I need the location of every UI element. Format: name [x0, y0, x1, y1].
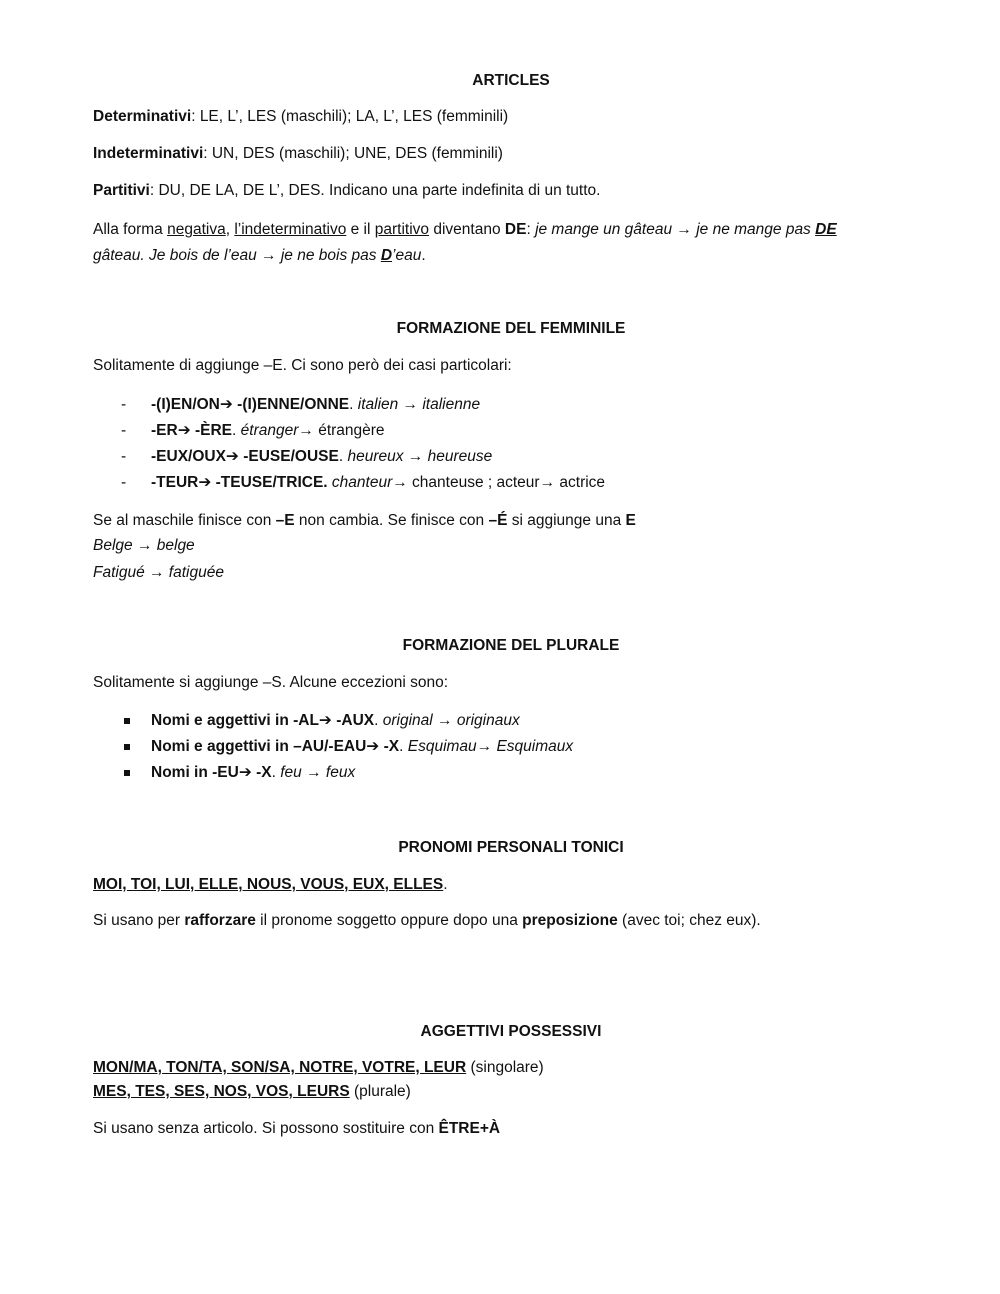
text-run: → étrangère — [298, 422, 385, 439]
text-run: (singolare) — [466, 1059, 544, 1076]
italic-run: heureux → heureuse — [347, 448, 493, 465]
list-item — [93, 447, 893, 467]
text-run: si aggiunge una — [507, 512, 626, 529]
bold-run: Nomi e aggettivi in –AU/-EAU➔ -X — [151, 738, 400, 755]
underlined-run: negativa — [167, 221, 226, 238]
text-run: (avec toi; chez eux). — [617, 912, 761, 929]
italic-run: Fatigué → fatiguée — [93, 564, 224, 581]
text-run: non cambia. Se finisce con — [294, 512, 489, 529]
text-run: . — [232, 422, 241, 439]
bold-run: Nomi e aggettivi in -AL➔ -AUX — [151, 712, 375, 729]
possessive-usage — [93, 1119, 500, 1139]
dash-bullet: - — [121, 396, 127, 413]
bold-run: -ER➔ -ÈRE — [151, 422, 233, 439]
partitivi-label: Partitivi — [93, 182, 150, 199]
bold-run: Nomi in -EU➔ -X — [151, 764, 272, 781]
italic-run: feu → feux — [280, 764, 356, 781]
underlined-run: l’indeterminativo — [234, 221, 347, 238]
text-run: Si usano senza articolo. Si possono sostituire con — [93, 1120, 439, 1137]
italic-run: original → originaux — [382, 712, 520, 729]
section-title-possessive: AGGETTIVI POSSESSIVI — [420, 1023, 602, 1040]
square-bullet-icon — [124, 718, 130, 724]
text-run: , — [225, 221, 235, 238]
plural-intro: Solitamente si aggiunge –S. Alcune eccezioni sono: — [93, 674, 449, 691]
bold-run: -TEUR➔ -TEUSE/TRICE. — [151, 474, 328, 491]
partitivi-text: : DU, DE LA, DE L’, DES. Indicano una parte indefinita di un tutto. — [149, 182, 601, 199]
partitivi-line — [93, 181, 600, 201]
underlined-run: partitivo — [374, 221, 430, 238]
italic-run: chanteur — [331, 474, 393, 491]
section-title-feminine: FORMAZIONE DEL FEMMINILE — [396, 320, 626, 337]
square-bullet-icon — [124, 770, 130, 776]
list-item — [93, 763, 893, 783]
text-run: : — [526, 221, 536, 238]
possessive-singular — [93, 1058, 544, 1078]
italic-run: Esquimau→ Esquimaux — [407, 738, 574, 755]
dash-bullet: - — [121, 448, 127, 465]
text-run: . — [271, 764, 281, 781]
text-run: il pronome soggetto oppure dopo una — [255, 912, 523, 929]
section-title-articles: ARTICLES — [472, 72, 550, 89]
bold-underlined-run: MOI, TOI, LUI, ELLE, NOUS, VOUS, EUX, ELLES — [93, 876, 444, 893]
determinativi-label: Determinativi — [93, 108, 192, 125]
dash-bullet: - — [121, 474, 127, 491]
section-title-tonic-pronouns: PRONOMI PERSONALI TONICI — [398, 839, 624, 856]
text-run: . — [443, 876, 448, 893]
possessive-plural — [93, 1082, 411, 1102]
determinativi-text: : LE, L’, LES (maschili); LA, L’, LES (femminili) — [191, 108, 509, 125]
bold-run: -EUX/OUX➔ -EUSE/OUSE — [151, 448, 339, 465]
feminine-intro: Solitamente di aggiunge –E. Ci sono però dei casi particolari: — [93, 357, 512, 374]
bold-run: preposizione — [522, 912, 618, 929]
indeterminativi-label: Indeterminativi — [93, 145, 204, 162]
italic-run: italien → italienne — [357, 396, 481, 413]
text-run: . — [338, 448, 348, 465]
text-run: e il — [346, 221, 375, 238]
tonic-usage — [93, 911, 761, 931]
italic-run: je mange un gâteau → je ne mange pas — [535, 221, 816, 238]
feminine-example-1 — [93, 536, 195, 556]
italic-run: ’eau — [392, 247, 422, 264]
italic-run: Belge → belge — [93, 537, 195, 554]
bold-run: rafforzare — [184, 912, 256, 929]
bold-run: –É — [488, 512, 508, 529]
list-item — [93, 711, 893, 731]
tonic-pronoun-list — [93, 875, 448, 895]
text-run: Si usano per — [93, 912, 185, 929]
italic-run: étranger — [240, 422, 299, 439]
list-item — [93, 421, 893, 441]
negative-rule-line-1 — [93, 220, 837, 240]
bold-underlined-run: D — [380, 247, 393, 264]
text-run: diventano — [429, 221, 505, 238]
text-run: . — [399, 738, 408, 755]
bold-run: ÊTRE+À — [438, 1120, 501, 1137]
negative-rule-line-2 — [93, 246, 426, 266]
square-bullet-icon — [124, 744, 130, 750]
indeterminativi-text: : UN, DES (maschili); UNE, DES (femminili) — [203, 145, 503, 162]
bold-underlined-run: MES, TES, SES, NOS, VOS, LEURS — [93, 1083, 350, 1100]
text-run: → chanteuse ; acteur→ actrice — [392, 474, 606, 491]
bold-run: DE — [504, 221, 527, 238]
text-run: . — [421, 247, 426, 264]
list-item — [93, 737, 893, 757]
indeterminativi-line — [93, 144, 503, 164]
bold-underlined-run: MON/MA, TON/TA, SON/SA, NOTRE, VOTRE, LEUR — [93, 1059, 467, 1076]
bold-run: -(I)EN/ON➔ -(I)ENNE/ONNE — [151, 396, 350, 413]
text-run: . — [374, 712, 383, 729]
feminine-rule — [93, 511, 636, 531]
text-run: Se al maschile finisce con — [93, 512, 276, 529]
text-run: (plurale) — [349, 1083, 411, 1100]
text-run: Alla forma — [93, 221, 168, 238]
determinativi-line — [93, 107, 508, 127]
bold-run: E — [625, 512, 636, 529]
section-title-plural: FORMAZIONE DEL PLURALE — [402, 637, 620, 654]
bold-underlined-run: DE — [815, 221, 837, 238]
text-run: . — [349, 396, 358, 413]
dash-bullet: - — [121, 422, 127, 439]
list-item — [93, 395, 893, 415]
italic-run: gâteau. Je bois de l’eau → je ne bois pas — [93, 247, 381, 264]
bold-run: –E — [275, 512, 295, 529]
list-item — [93, 473, 893, 493]
feminine-example-2 — [93, 563, 224, 583]
